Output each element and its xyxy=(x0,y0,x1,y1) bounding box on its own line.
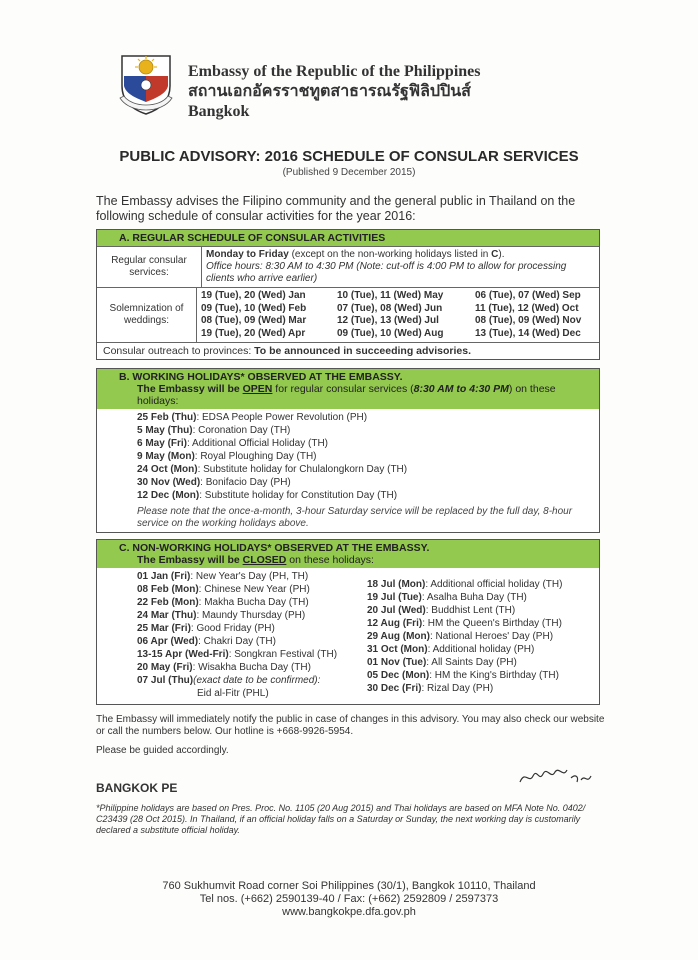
holiday-name: : Maundy Thursday (PH) xyxy=(196,610,306,621)
weddings-dates xyxy=(197,288,599,342)
wedding-date: 12 (Tue), 13 (Wed) Jul xyxy=(337,315,439,326)
signature-icon xyxy=(515,760,595,794)
holiday-item xyxy=(367,591,599,604)
holiday-name: : Buddhist Lent (TH) xyxy=(425,605,516,616)
holiday-name: : HM the Queen's Birthday (TH) xyxy=(422,618,562,629)
holiday-name: : Good Friday (PH) xyxy=(190,623,275,634)
holiday-date: 29 Aug (Mon) xyxy=(367,631,430,642)
regular-days-note: (except on the non-working holidays listed in xyxy=(288,249,492,260)
holiday-name: : Additional official holiday (TH) xyxy=(425,579,563,590)
section-b-sub-b: for regular consular services ( xyxy=(272,383,414,395)
wedding-date: 13 (Tue), 14 (Wed) Dec xyxy=(475,327,581,339)
holiday-item xyxy=(137,424,599,437)
regular-services-row xyxy=(97,246,599,287)
holiday-item xyxy=(137,583,367,596)
holiday-name: : Songkran Festival (TH) xyxy=(228,649,338,660)
holiday-name: : Royal Ploughing Day (TH) xyxy=(194,451,317,462)
holiday-name: (exact date to be confirmed): xyxy=(193,675,321,686)
holiday-date: 22 Feb (Mon) xyxy=(137,597,199,608)
holiday-footnote: *Philippine holidays are based on Pres. Proc. No. 1105 (20 Aug 2015) and Thai holidays are based on MFA Note No. 0402/ C23439 (28 Oct 2015). In Thailand, if an official holiday falls on a Saturday or Sunday, the next working day is customarily declared a substitute official holiday. xyxy=(96,803,586,835)
holiday-item xyxy=(137,437,599,450)
holiday-item xyxy=(137,648,367,661)
holiday-date: 08 Feb (Mon) xyxy=(137,584,199,595)
signoff: BANGKOK PE xyxy=(96,781,178,795)
holiday-item xyxy=(367,578,599,591)
holiday-name: : Chinese New Year (PH) xyxy=(198,584,310,595)
holiday-item xyxy=(367,643,599,656)
holiday-name: : HM the King's Birthday (TH) xyxy=(429,670,559,681)
advisory-title: PUBLIC ADVISORY: 2016 SCHEDULE OF CONSULAR SERVICES xyxy=(119,148,579,165)
holiday-name: : Coronation Day (TH) xyxy=(192,425,291,436)
holiday-date: 13-15 Apr (Wed-Fri) xyxy=(137,649,229,660)
section-a-heading: A. REGULAR SCHEDULE OF CONSULAR ACTIVITIES xyxy=(97,230,599,246)
holiday-name: : Rizal Day (PH) xyxy=(421,683,494,694)
notify-paragraph: The Embassy will immediately notify the public in case of changes in this advisory. You may also check our website or call the numbers below. Our hotline is +668-9926-5954. xyxy=(96,714,605,737)
holiday-name: : All Saints Day (PH) xyxy=(426,657,517,668)
holiday-item xyxy=(137,661,367,674)
holiday-date: 01 Nov (Tue) xyxy=(367,657,427,668)
outreach-label: Consular outreach to provinces: xyxy=(103,345,252,357)
section-c-sub-a: The Embassy will be xyxy=(137,554,243,566)
holiday-item xyxy=(137,622,367,635)
holiday-item xyxy=(137,674,367,687)
wedding-date: 06 (Tue), 07 (Wed) Sep xyxy=(475,290,581,301)
holiday-item xyxy=(137,609,367,622)
holiday-item xyxy=(367,617,599,630)
holiday-date: 12 Dec (Mon) xyxy=(137,490,200,501)
section-b-box xyxy=(96,368,600,533)
section-b-sub-a: The Embassy will be xyxy=(137,383,243,395)
section-a-box xyxy=(96,229,600,360)
holiday-name: : National Heroes' Day (PH) xyxy=(429,631,554,642)
weddings-grid xyxy=(201,290,595,340)
section-c-subtitle xyxy=(119,554,599,566)
holiday-name: : Additional holiday (PH) xyxy=(427,644,535,655)
holiday-name: : EDSA People Power Revolution (PH) xyxy=(196,412,368,423)
holiday-item xyxy=(137,463,599,476)
holiday-date: 18 Jul (Mon) xyxy=(367,579,426,590)
holiday-item xyxy=(367,669,599,682)
holiday-item xyxy=(137,635,367,648)
embassy-city: Bangkok xyxy=(188,103,250,120)
section-c-heading xyxy=(97,540,599,568)
embassy-address xyxy=(0,880,698,919)
wedding-date: 07 (Tue), 08 (Wed) Jun xyxy=(337,302,443,314)
non-working-left-list xyxy=(137,570,367,687)
section-b-subtitle xyxy=(119,383,599,407)
outreach-row xyxy=(97,342,599,359)
section-b-heading xyxy=(97,369,599,409)
regular-days-ref: C xyxy=(491,249,499,260)
office-hours: Office hours: 8:30 AM to 4:30 PM (Note: cut-off is 4:00 PM to allow for processing clients who arrive earlier) xyxy=(206,261,567,284)
holiday-item xyxy=(367,630,599,643)
eid-al-fitr: Eid al-Fitr (PHL) xyxy=(197,688,269,699)
advisory-published-date: (Published 9 December 2015) xyxy=(282,167,416,178)
holiday-name: : Chakri Day (TH) xyxy=(198,636,276,647)
holiday-item xyxy=(137,411,599,424)
holiday-item xyxy=(367,604,599,617)
embassy-name-english: Embassy of the Republic of the Philippines xyxy=(188,63,481,80)
wedding-date: 09 (Tue), 10 (Wed) Feb xyxy=(201,302,307,314)
wedding-date: 08 (Tue), 09 (Wed) Mar xyxy=(201,315,307,326)
holiday-date: 6 May (Fri) xyxy=(137,438,188,449)
open-hours: 8:30 AM to 4:30 PM xyxy=(413,383,509,395)
holiday-name: : Bonifacio Day (PH) xyxy=(200,477,291,488)
non-working-holidays xyxy=(97,568,599,704)
holiday-date: 05 Dec (Mon) xyxy=(367,670,430,681)
holiday-name: : Asalha Buha Day (TH) xyxy=(421,592,527,603)
holiday-item xyxy=(137,596,367,609)
working-holidays-list xyxy=(97,409,599,502)
regular-services-label: Regular consular services: xyxy=(97,247,202,287)
holiday-item xyxy=(367,682,599,695)
non-working-right-col xyxy=(367,570,599,700)
holiday-name: : Makha Bucha Day (TH) xyxy=(198,597,309,608)
holiday-date: 30 Nov (Wed) xyxy=(137,477,201,488)
philippine-seal-icon xyxy=(118,52,174,116)
non-working-left-col xyxy=(137,570,367,700)
holiday-date: 06 Apr (Wed) xyxy=(137,636,199,647)
weddings-label: Solemnization of weddings: xyxy=(97,288,197,342)
section-c-sub-b: on these holidays: xyxy=(286,554,374,566)
saturday-service-note: Please note that the once-a-month, 3-hour Saturday service will be replaced by the full day, 8-hour service on the working holidays above. xyxy=(137,506,573,529)
wedding-date: 09 (Tue), 10 (Wed) Aug xyxy=(337,327,444,339)
holiday-item xyxy=(367,656,599,669)
holiday-item xyxy=(137,450,599,463)
holiday-date: 20 May (Fri) xyxy=(137,662,193,673)
holiday-date: 30 Dec (Fri) xyxy=(367,683,422,694)
holiday-item xyxy=(137,489,599,502)
address-line: 760 Sukhumvit Road corner Soi Philippines (30/1), Bangkok 10110, Thailand xyxy=(162,880,536,892)
wedding-date: 19 (Tue), 20 (Wed) Apr xyxy=(201,327,306,339)
holiday-date: 31 Oct (Mon) xyxy=(367,644,428,655)
holiday-date: 25 Mar (Fri) xyxy=(137,623,191,634)
holiday-date: 07 Jul (Thu) xyxy=(137,675,194,686)
wedding-date: 19 (Tue), 20 (Wed) Jan xyxy=(201,290,306,301)
regular-days: Monday to Friday xyxy=(206,249,289,260)
section-c-title: C. NON-WORKING HOLIDAYS* OBSERVED AT THE EMBASSY. xyxy=(119,542,430,554)
website-link[interactable]: www.bangkokpe.dfa.gov.ph xyxy=(282,906,416,918)
holiday-item xyxy=(137,570,367,583)
holiday-name: : Substitute holiday for Constitution Day (TH) xyxy=(199,490,398,501)
regular-services-value xyxy=(202,247,599,287)
outreach-value: To be announced in succeeding advisories. xyxy=(254,345,472,357)
regular-days-end: ). xyxy=(498,249,505,260)
section-b-title: B. WORKING HOLIDAYS* OBSERVED AT THE EMBASSY. xyxy=(119,371,403,383)
guided-text: Please be guided accordingly. xyxy=(96,745,229,756)
embassy-name xyxy=(188,62,608,122)
wedding-date: 10 (Tue), 11 (Wed) May xyxy=(337,290,444,301)
holiday-date: 19 Jul (Tue) xyxy=(367,592,422,603)
holiday-date: 9 May (Mon) xyxy=(137,451,195,462)
closed-label: CLOSED xyxy=(242,554,287,566)
wedding-date: 08 (Tue), 09 (Wed) Nov xyxy=(475,315,582,326)
wedding-date: 11 (Tue), 12 (Wed) Oct xyxy=(475,302,579,314)
intro-paragraph: The Embassy advises the Filipino community and the general public in Thailand on the following schedule of consular activities for the year 2016: xyxy=(96,194,576,223)
holiday-date: 24 Mar (Thu) xyxy=(137,610,197,621)
holiday-date: 24 Oct (Mon) xyxy=(137,464,198,475)
weddings-row xyxy=(97,287,599,342)
section-c-box xyxy=(96,539,600,705)
holiday-date: 12 Aug (Fri) xyxy=(367,618,423,629)
holiday-date: 20 Jul (Wed) xyxy=(367,605,426,616)
holiday-date: 01 Jan (Fri) xyxy=(137,571,191,582)
holiday-item xyxy=(137,476,599,489)
holiday-name: : Wisakha Bucha Day (TH) xyxy=(192,662,311,673)
holiday-name: : Substitute holiday for Chulalongkorn Day (TH) xyxy=(197,464,408,475)
embassy-name-thai: สถานเอกอัครราชทูตสาธารณรัฐฟิลิปปินส์ xyxy=(188,83,471,100)
holiday-date: 5 May (Thu) xyxy=(137,425,193,436)
section-b-sub-c: ) on these holidays: xyxy=(137,383,556,407)
holiday-name: : Additional Official Holiday (TH) xyxy=(187,438,328,449)
holiday-name: : New Year's Day (PH, TH) xyxy=(190,571,309,582)
phone-line: Tel nos. (+662) 2590139-40 / Fax: (+662) 2592809 / 2597373 xyxy=(199,893,499,905)
holiday-date: 25 Feb (Thu) xyxy=(137,412,197,423)
open-label: OPEN xyxy=(242,383,273,395)
